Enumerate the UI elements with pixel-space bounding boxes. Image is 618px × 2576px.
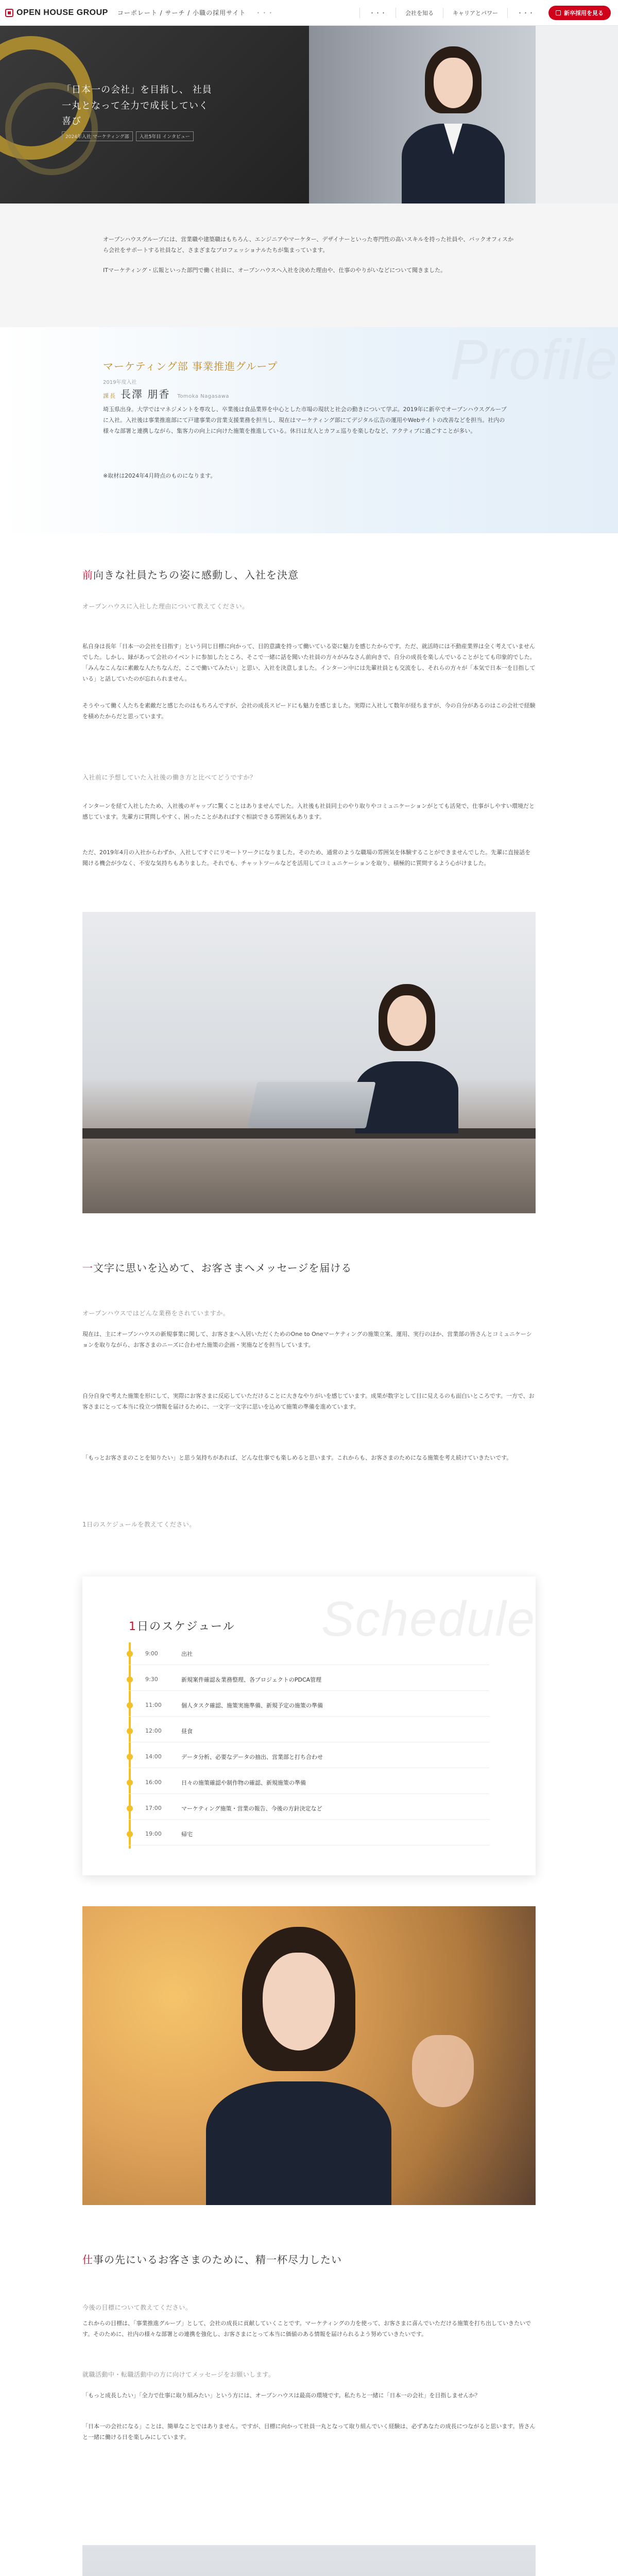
profile-department: マーケティング部 事業推進グループ bbox=[103, 360, 278, 372]
answer-paragraph: 「もっとお客さまのことを知りたい」と思う気持ちがあれば、どんな仕事でも楽しめると思います。これからも、お客さまのためになる施策を考え続けていきたいです。 bbox=[82, 1454, 512, 1461]
timeline-dot-icon bbox=[127, 1676, 133, 1683]
timeline-dot-icon bbox=[127, 1651, 133, 1657]
nav-item-career[interactable]: キャリアとパワー bbox=[443, 8, 507, 18]
window-light bbox=[536, 26, 618, 204]
timeline-dot-icon bbox=[127, 1805, 133, 1811]
schedule-row bbox=[129, 1745, 489, 1768]
heading-accent: 仕 bbox=[82, 2253, 93, 2266]
schedule-label: 日々の施策確認や制作物の確認、新規施策の準備 bbox=[181, 1779, 306, 1786]
question: 就職活動中・転職活動中の方に向けてメッセージをお願いします。 bbox=[82, 2371, 275, 2378]
laptop bbox=[247, 1082, 375, 1128]
main-nav bbox=[359, 6, 618, 20]
schedule-time: 16:00 bbox=[145, 1779, 162, 1786]
schedule-time: 9:00 bbox=[145, 1650, 158, 1657]
question: 今後の目標について教えてください。 bbox=[82, 2304, 192, 2311]
answer-paragraph: これからの目標は、「事業推進グループ」として、会社の成長に貢献していくことです。マーケティングの力を使って、お客さまに喜んでいただける施策を打ち出していきたいです。そのために、社内の様々な部署との連携を強化し、お客さまにとって本当に価値のある情報を届けられるよう努めていきたいです。 bbox=[82, 2320, 531, 2337]
nav-item-1[interactable]: ・・・ bbox=[359, 8, 396, 18]
hero-tags bbox=[62, 131, 194, 141]
schedule-title-text: 日のスケジュール bbox=[137, 1620, 235, 1633]
profile-description: 埼玉県出身。大学ではマネジメントを専攻し、卒業後は食品業界を中心とした市場の現状と社会の動きについて学ぶ。2019年に新卒でオープンハウスグループに入社。入社後は事業推進部にて戸建事業の営業支援業務を担当し、現在はマーケティング部にてデジタル広告の運用やWebサイトの改善などを担当。社内の様々な部署と連携しながら、集客力の向上に向けた施策を推進している。休日は友人とカフェ巡りを楽しむなど、アクティブに過ごすことが多い。 bbox=[103, 406, 507, 434]
schedule-label: 個人タスク確認、施策実施準備、新規予定の施策の準備 bbox=[181, 1702, 323, 1709]
schedule-row bbox=[129, 1668, 489, 1691]
heading-text: 事の先にいるお客さまのために、精一杯尽力したい bbox=[93, 2253, 342, 2266]
section-heading-1 bbox=[82, 567, 299, 582]
interview-photo-2 bbox=[82, 1906, 536, 2205]
site-header bbox=[0, 0, 618, 26]
profile-watermark: Profile bbox=[450, 328, 618, 392]
logo[interactable] bbox=[5, 0, 108, 26]
intro-paragraph: ITマーケティング・広報といった部門で働く社員に、オープンハウスへ入社を決めた理由や、仕事のやりがいなどについて聞きました。 bbox=[103, 266, 447, 274]
answer-paragraph: 「もっと成長したい」「全力で仕事に取り組みたい」という方には、オープンハウスは最高の環境です。私たちと一緒に「日本一の会社」を目指しませんか？ bbox=[82, 2392, 480, 2399]
nav-item-4[interactable]: ・・・ bbox=[507, 8, 543, 18]
answer-paragraph: そうやって働く人たちを素敵だと感じたのはもちろんですが、会社の成長スピードにも魅力を感じました。実際に入社して数年が経ちますが、今の自分があるのはこの会社で経験を積めたからだと思っています。 bbox=[82, 702, 536, 720]
hero-left-panel bbox=[0, 26, 309, 204]
recruit-cta-label: 新卒採用を見る bbox=[564, 9, 604, 16]
question: オープンハウスに入社した理由について教えてください。 bbox=[82, 603, 249, 610]
heading-text: 文字に思いを込めて、お客さまへメッセージを届ける bbox=[93, 1262, 352, 1274]
logo-mark-icon bbox=[5, 9, 13, 17]
hero-photo bbox=[309, 26, 618, 204]
intro-section bbox=[0, 204, 618, 327]
answer-paragraph: 「日本一の会社になる」ことは、簡単なことではありません。ですが、目標に向かって社員一丸となって取り組んでいく経験は、必ずあなたの成長につながると思います。皆さんと一緒に働ける日を楽しみにしています。 bbox=[82, 2423, 536, 2441]
schedule-time: 14:00 bbox=[145, 1753, 162, 1760]
site-title[interactable]: コーポレート / サーチ / 小職の採用サイト bbox=[117, 9, 246, 16]
interview-person bbox=[206, 1927, 391, 2205]
intro-text bbox=[103, 234, 515, 285]
schedule-row bbox=[129, 1771, 489, 1794]
hero bbox=[0, 26, 618, 204]
timeline-dot-icon bbox=[127, 1754, 133, 1760]
document-icon bbox=[556, 10, 561, 15]
question: オープンハウスではどんな業務をされていますか。 bbox=[82, 1310, 230, 1317]
timeline-dot-icon bbox=[127, 1702, 133, 1708]
schedule-time: 12:00 bbox=[145, 1727, 162, 1734]
interview-photo-1 bbox=[82, 912, 536, 1213]
profile-role: 課長 bbox=[103, 393, 116, 399]
schedule-row bbox=[129, 1642, 489, 1665]
schedule-time: 19:00 bbox=[145, 1831, 162, 1837]
timeline-dot-icon bbox=[127, 1728, 133, 1734]
profile-roman-name: Tomoka Nagasawa bbox=[177, 394, 229, 399]
heading-accent: 一 bbox=[82, 1262, 93, 1274]
schedule-label: 出社 bbox=[181, 1650, 193, 1657]
answer-paragraph: インターンを経て入社したため、入社後のギャップに驚くことはありませんでした。入社後も社員同士のやり取りやコミュニケーションがとても活発で、仕事がしやすい環境だと感じています。先輩方に質問しやすく、困ったことがあればすぐ相談できる雰囲気もあります。 bbox=[82, 803, 535, 820]
answer-paragraph: 現在は、主にオープンハウスの新規事業に関して、お客さまへ入居いただくためのOne to Oneマーケティングの施策立案、運用、実行のほか、営業部の皆さんとコミュニケーションを取りながら、お客さまのニーズに合わせた施策の企画・実施などを担当しています。 bbox=[82, 1331, 532, 1348]
nav-item-company[interactable]: 会社を知る bbox=[396, 8, 443, 18]
logo-text: OPEN HOUSE GROUP bbox=[16, 8, 108, 17]
question: 入社前に予想していた入社後の働き方と比べてどうですか？ bbox=[82, 774, 256, 781]
hero-tag: 2024年入社 マーケティング部 bbox=[62, 131, 133, 141]
schedule-row bbox=[129, 1823, 489, 1845]
schedule-title bbox=[129, 1618, 235, 1634]
hero-portrait bbox=[397, 46, 510, 204]
hand-gesture bbox=[412, 2035, 474, 2107]
answer-paragraph: ただ、2019年4月の入社からわずか、入社してすぐにリモートワークになりました。そのため、通常のような職場の雰囲気を体験することができませんでした。先輩に直接話を聞ける機会が少なく、不安な気持ちもありました。それでも、チャットツールなどを活用してコミュニケーションを取り、積極的に質問するよう心がけました。 bbox=[82, 849, 531, 867]
timeline-dot-icon bbox=[127, 1780, 133, 1786]
profile-name: 長澤 朋香 bbox=[121, 388, 170, 400]
section-heading-2 bbox=[82, 1260, 352, 1275]
profile-name-row bbox=[103, 386, 229, 401]
section-heading-3 bbox=[82, 2251, 342, 2266]
intro-paragraph: オープンハウスグループには、営業職や建築職はもちろん、エンジニアやマーケター、デザイナーといった専門性の高いスキルを持った社員や、バックオフィスから会社をサポートする社員など、さまざまなプロフェッショナルたちが集まっています。 bbox=[103, 236, 514, 253]
schedule-row bbox=[129, 1720, 489, 1742]
schedule-label: マーケティング施策・営業の報告、今後の方針決定など bbox=[181, 1805, 322, 1812]
answer-paragraph: 自分自身で考えた施策を形にして、実際にお客さまに反応していただけることに大きなやりがいを感じています。成果が数字として目に見えるのも面白いところです。一方で、お客さまにとって本当に役立つ情報を届けるために、一文字一文字に思いを込めて施策の準備を進めています。 bbox=[82, 1393, 535, 1410]
schedule-label: データ分析、必要なデータの抽出、営業部と打ち合わせ bbox=[181, 1753, 323, 1760]
schedule-label: 帰宅 bbox=[181, 1831, 193, 1838]
profile-note: ※取材は2024年4月時点のものになります。 bbox=[103, 472, 216, 479]
question: 1日のスケジュールを教えてください。 bbox=[82, 1521, 196, 1528]
profile-join-year: 2019年度入社 bbox=[103, 380, 137, 385]
schedule-label: 昼食 bbox=[181, 1727, 193, 1735]
recruit-cta-button[interactable] bbox=[548, 6, 611, 20]
interview-photo-3 bbox=[82, 2545, 536, 2576]
schedule-card bbox=[82, 1577, 536, 1875]
schedule-title-accent: 1 bbox=[129, 1620, 137, 1633]
hero-title: 「日本一の会社」を目指し、 社員一丸となって全力で成長していく喜び bbox=[62, 84, 212, 127]
answer-paragraph: 私自身は長年「日本一の会社を目指す」という同じ目標に向かって、目的意識を持って働いている姿に魅力を感じたからです。ただ、就活時には不動産業界は全く考えていませんでした。しかし、縁があって会社のイベントに参加したところ、そこで一緒に話を聞いた社員の方々がみなさん前向きで、自分の成長を楽しんでいることがとても印象的でした。「みんなこんなに素敵な人たちなんだ、ここで働いてみたい」と思い、入社を決意しました。インターン中には先輩社員とも交流をし、それらの方々が「本気で日本一を目指している」と話していたのが忘れられません。 bbox=[82, 643, 536, 682]
heading-accent: 前 bbox=[82, 569, 93, 581]
schedule-label: 新規案件確認＆業務整理、各プロジェクトのPDCA管理 bbox=[181, 1676, 322, 1683]
nav-dots[interactable]: ・・・ bbox=[255, 9, 274, 16]
schedule-watermark: Schedule bbox=[321, 1591, 536, 1647]
timeline-dot-icon bbox=[127, 1831, 133, 1837]
schedule-row bbox=[129, 1694, 489, 1717]
hero-tag: 入社5年目 インタビュー bbox=[136, 131, 194, 141]
schedule-row bbox=[129, 1797, 489, 1820]
schedule-time: 9:30 bbox=[145, 1676, 158, 1683]
schedule-time: 17:00 bbox=[145, 1805, 162, 1811]
schedule-time: 11:00 bbox=[145, 1702, 162, 1708]
profile-section bbox=[0, 327, 618, 533]
heading-text: 向きな社員たちの姿に感動し、入社を決意 bbox=[93, 569, 299, 581]
